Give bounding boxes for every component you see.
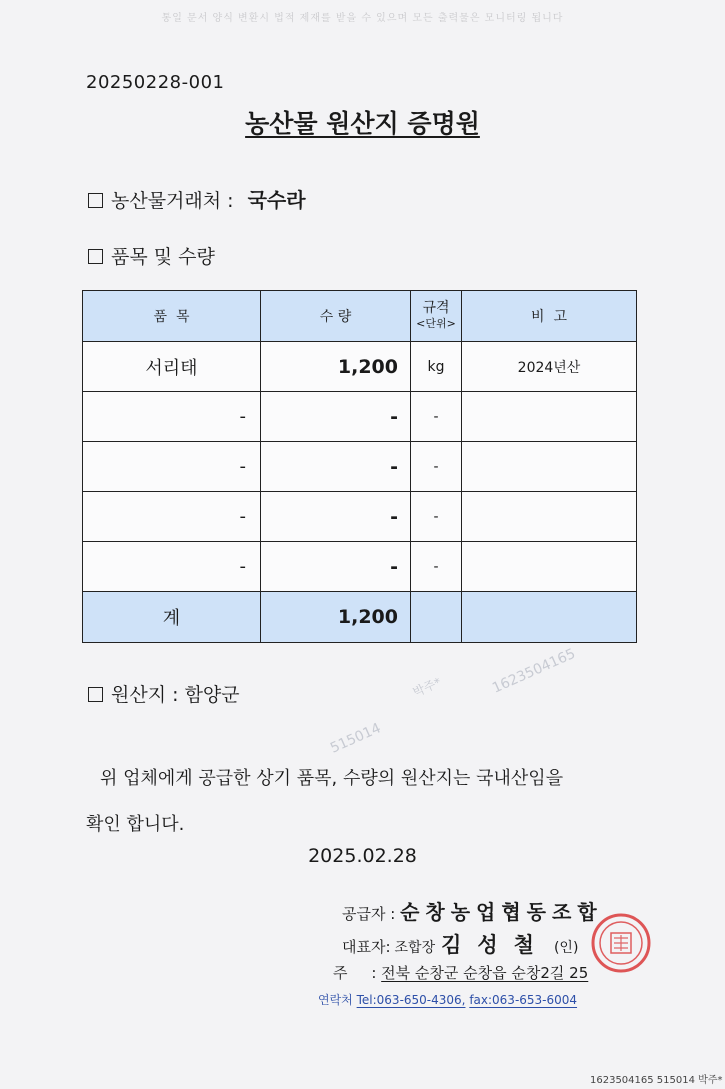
cell-unit: - [411, 442, 462, 492]
cell-note [462, 392, 637, 442]
items-table [82, 290, 637, 643]
contact-fax: fax:063-653-6004 [469, 993, 578, 1007]
table-header-row [83, 291, 637, 342]
representative-line [342, 929, 578, 959]
header-item: 품 목 [83, 291, 261, 342]
items-section-label: 품목 및 수량 [111, 246, 215, 268]
supplier-line [342, 896, 603, 925]
statement-line-2: 확인 합니다. [86, 814, 185, 835]
address-line [333, 962, 588, 983]
address-label: 주 : [333, 964, 377, 982]
table-row [83, 442, 637, 492]
header-qty: 수 량 [261, 291, 411, 342]
document-number: 20250228-001 [86, 72, 225, 93]
cell-qty: - [261, 442, 411, 492]
cell-note [462, 442, 637, 492]
cell-item: - [83, 392, 261, 442]
cell-qty: - [261, 492, 411, 542]
representative-label: 대표자: [342, 938, 391, 956]
cell-item: - [83, 492, 261, 542]
cell-unit: - [411, 542, 462, 592]
header-unit-bottom: <단위> [416, 317, 456, 330]
statement-line-1: 위 업체에게 공급한 상기 품목, 수량의 원산지는 국내산임을 [100, 768, 564, 789]
issue-date: 2025.02.28 [308, 845, 417, 867]
representative-name: 김성철 [441, 933, 550, 957]
cell-note [462, 492, 637, 542]
table-row [83, 492, 637, 542]
total-label: 계 [83, 592, 261, 643]
buyer-value: 국수라 [247, 188, 306, 212]
footer-print-info: 1623504165 515014 박주* [590, 1075, 723, 1086]
contact-label: 연락처 [318, 993, 353, 1007]
cell-unit: kg [411, 342, 462, 392]
header-unit-top: 규격 [422, 300, 450, 316]
checkbox-icon [88, 193, 103, 208]
total-note-empty [462, 592, 637, 643]
checkbox-icon [88, 249, 103, 264]
items-section [88, 242, 215, 269]
total-qty: 1,200 [261, 592, 411, 643]
checkbox-icon [88, 687, 103, 702]
cell-note: 2024년산 [462, 342, 637, 392]
top-notice: 통일 문서 양식 변환시 법적 제재를 받을 수 있으며 모든 출력물은 모니터링 됩니다 [161, 13, 564, 24]
table-total-row [83, 592, 637, 643]
header-unit [411, 291, 462, 342]
contact-tel: Tel:063-650-4306, [356, 993, 466, 1007]
cell-qty: - [261, 392, 411, 442]
cell-qty: - [261, 542, 411, 592]
representative-position: 조합장 [394, 940, 436, 956]
origin-section [88, 680, 240, 707]
cell-item: - [83, 542, 261, 592]
buyer-label: 농산물거래처 : [111, 190, 234, 212]
seal-mark: (인) [553, 940, 579, 956]
cell-item: 서리태 [83, 342, 261, 392]
cell-unit: - [411, 492, 462, 542]
buyer-section [88, 184, 306, 213]
origin-value: 함양군 [184, 684, 240, 706]
watermark-code: 515014 [328, 720, 384, 757]
document-title: 농산물 원산지 증명원 [245, 109, 480, 138]
table-row [83, 392, 637, 442]
contact-line [318, 991, 577, 1008]
table-row [83, 542, 637, 592]
table-row [83, 342, 637, 392]
cell-note [462, 542, 637, 592]
supplier-value: 순창농업협동조합 [400, 900, 603, 924]
header-note: 비 고 [462, 291, 637, 342]
address-value: 전북 순창군 순창읍 순창2길 25 [381, 964, 589, 982]
cell-unit: - [411, 392, 462, 442]
watermark-user: 박주* [410, 674, 444, 700]
total-unit-empty [411, 592, 462, 643]
origin-label: 원산지 : [111, 684, 179, 706]
official-seal-stamp [590, 912, 652, 974]
supplier-label: 공급자 : [342, 905, 396, 923]
cell-item: - [83, 442, 261, 492]
cell-qty: 1,200 [261, 342, 411, 392]
watermark-serial: 1623504165 [490, 645, 578, 697]
